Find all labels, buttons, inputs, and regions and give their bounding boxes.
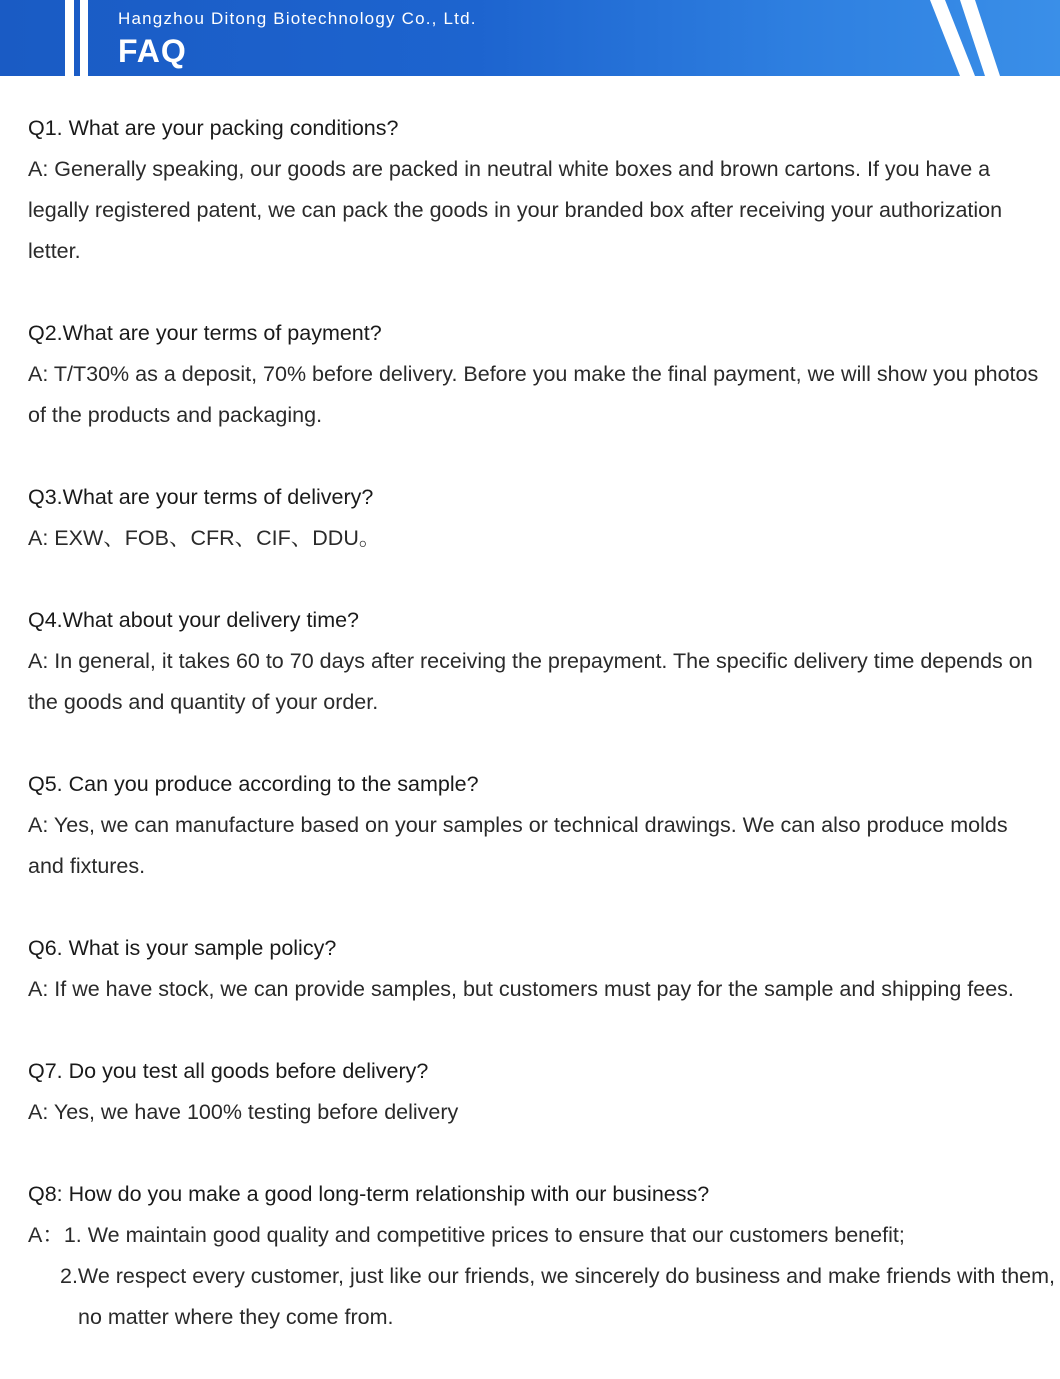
faq-question: Q6. What is your sample policy?: [28, 936, 337, 960]
company-name: Hangzhou Ditong Biotechnology Co., Ltd.: [118, 9, 477, 28]
faq-question: Q3.What are your terms of delivery?: [28, 485, 374, 509]
faq-answer: A: If we have stock, we can provide samples, but customers must pay for the sample and shipping fees.: [28, 977, 1014, 1001]
faq-answer-line-1: [28, 1215, 1048, 1256]
faq-item-3: [28, 477, 1048, 559]
faq-answer-point-2: 2.We respect every customer, just like our friends, we sincerely do business and make friends with them,: [60, 1264, 1056, 1288]
faq-question: Q2.What are your terms of payment?: [28, 321, 382, 345]
faq-answer: A: T/T30% as a deposit, 70% before delivery. Before you make the final payment, we will show you photos of the products and packaging.: [28, 362, 1039, 427]
faq-item-5: [28, 764, 1048, 887]
faq-answer-prefix: A：: [28, 1223, 64, 1247]
faq-answer: A: Yes, we can manufacture based on your samples or technical drawings. We can also produce molds and fixtures.: [28, 813, 1008, 878]
faq-item-8: [28, 1174, 1056, 1338]
faq-answer: A: In general, it takes 60 to 70 days after receiving the prepayment. The specific delivery time depends on the goods and quantity of your order.: [28, 649, 1033, 714]
faq-item-2: [28, 313, 1048, 436]
faq-item-4: [28, 600, 1048, 723]
faq-answer: A: Yes, we have 100% testing before delivery: [28, 1100, 459, 1124]
faq-item-1: [28, 108, 1048, 272]
faq-question: Q8: How do you make a good long-term relationship with our business?: [28, 1182, 710, 1206]
faq-item-7: [28, 1051, 1048, 1133]
faq-item-6: [28, 928, 1048, 1010]
header-banner: [0, 0, 1060, 76]
faq-question: Q5. Can you produce according to the sample?: [28, 772, 479, 796]
faq-answer-point-1: 1. We maintain good quality and competitive prices to ensure that our customers benefit;: [63, 1223, 905, 1247]
faq-answer: A: EXW、FOB、CFR、CIF、DDU。: [28, 526, 381, 550]
faq-question: Q4.What about your delivery time?: [28, 608, 360, 632]
banner-left-stripe-2: [80, 0, 88, 76]
faq-answer-point-2-cont: no matter where they come from.: [78, 1305, 394, 1329]
faq-list: [28, 108, 1056, 1379]
faq-question: Q7. Do you test all goods before delivery?: [28, 1059, 429, 1083]
banner-left-stripe-1: [65, 0, 74, 76]
faq-answer: A: Generally speaking, our goods are packed in neutral white boxes and brown cartons. If you have a legally registered patent, we can pack the goods in your branded box after receiving your authorization letter.: [28, 157, 1003, 263]
page-title: FAQ: [118, 33, 187, 69]
faq-question: Q1. What are your packing conditions?: [28, 116, 399, 140]
